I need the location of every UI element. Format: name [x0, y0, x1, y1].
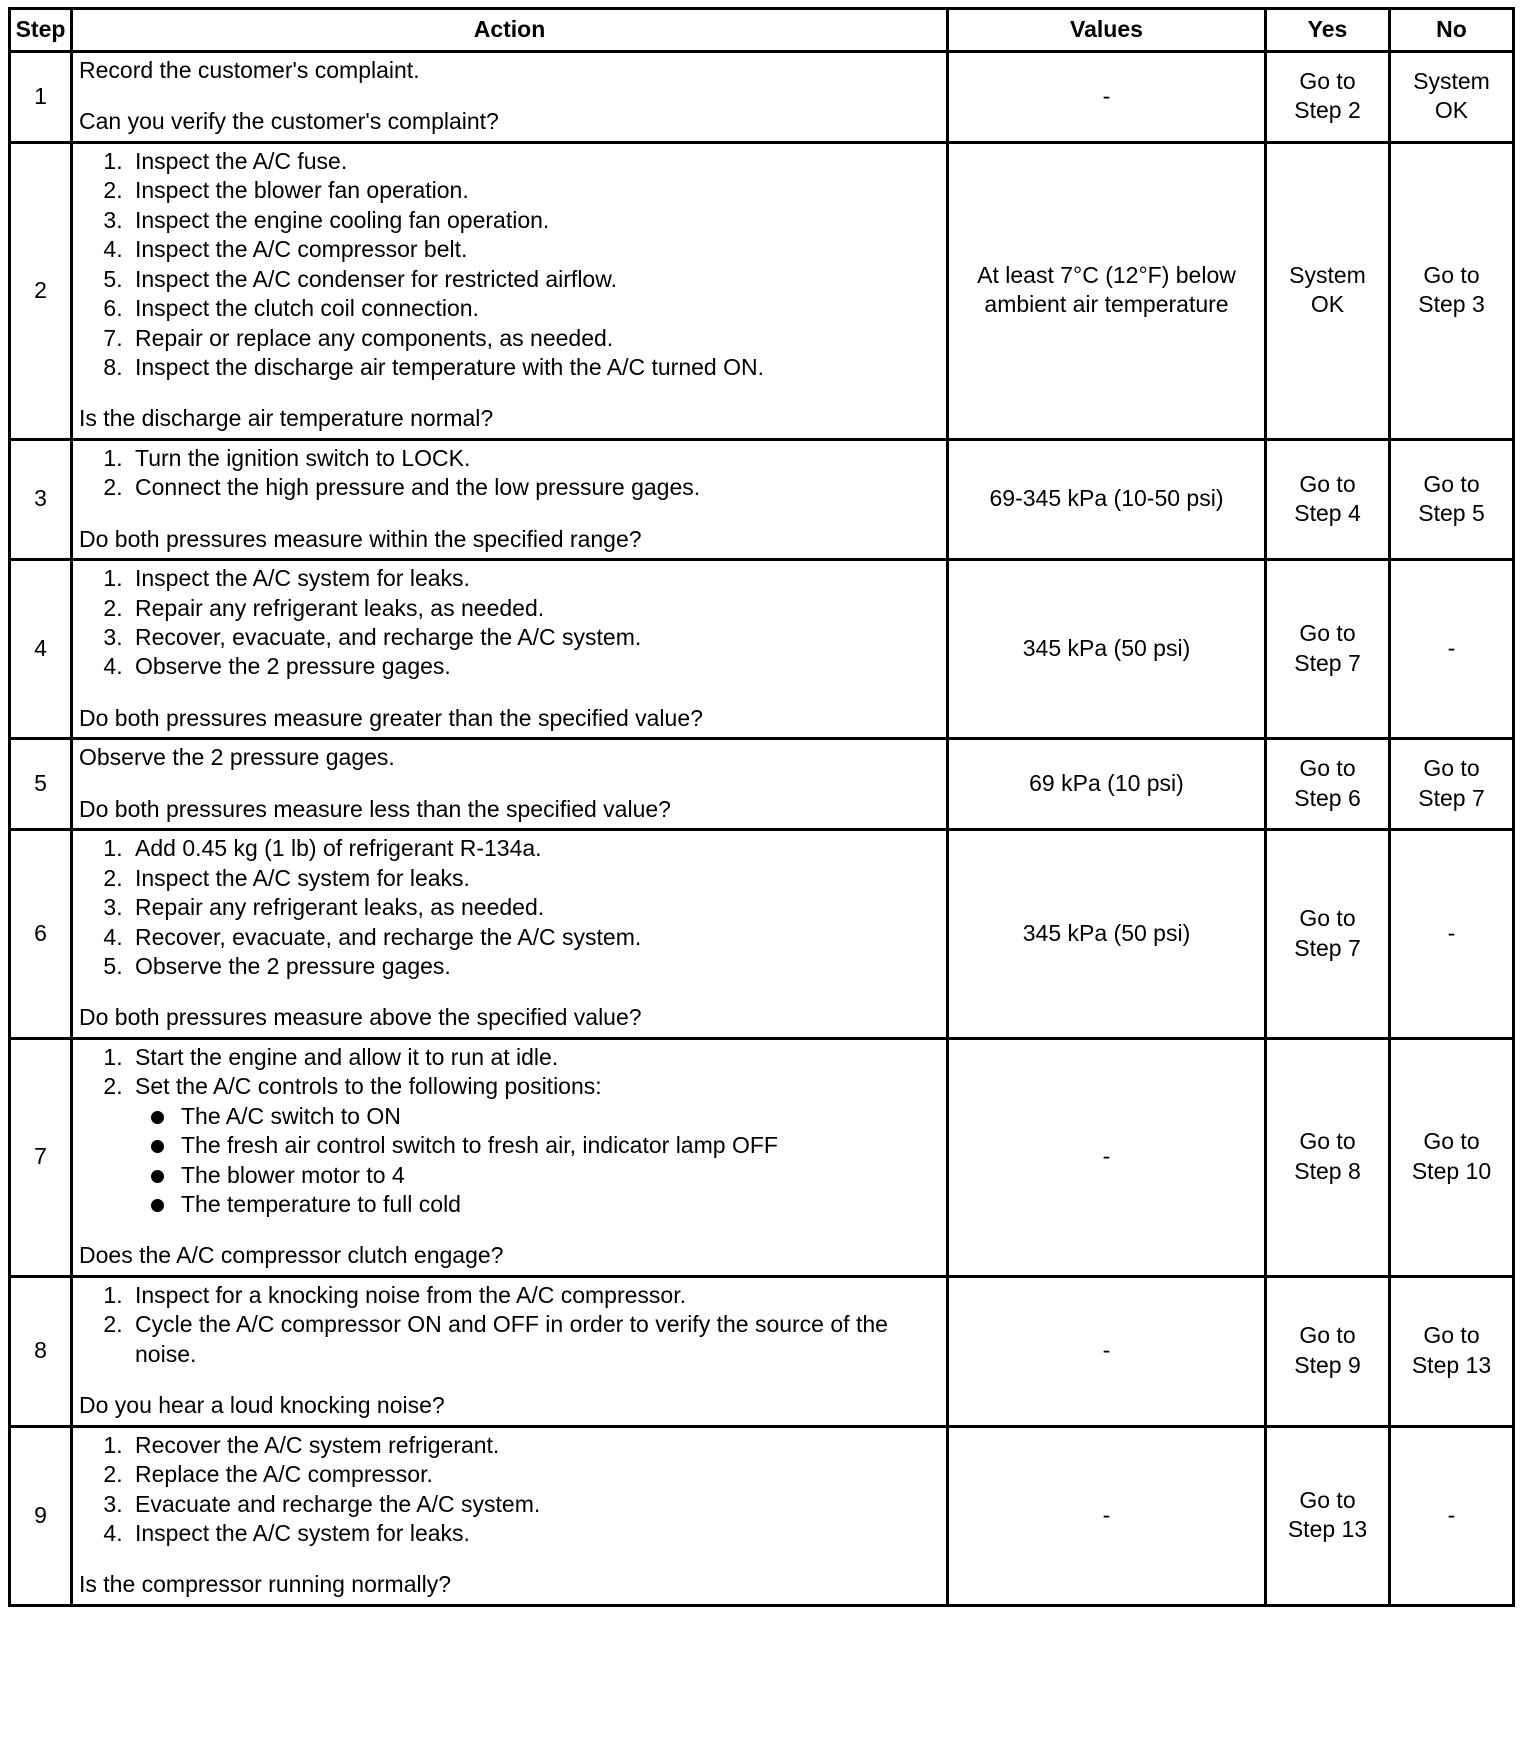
- action-cell: [72, 560, 948, 739]
- yes-line: Go to: [1299, 905, 1356, 932]
- step-number: 5: [10, 739, 72, 830]
- action-step: 4. Observe the 2 pressure gages.: [129, 652, 940, 681]
- control-position: The temperature to full cold: [181, 1190, 940, 1219]
- step-number: 6: [10, 830, 72, 1039]
- action-question: Is the discharge air temperature normal?: [79, 405, 494, 432]
- no-cell: -: [1390, 560, 1514, 739]
- header-action: Action: [72, 9, 948, 52]
- action-steps-list: [79, 1043, 940, 1220]
- action-step: 4. Inspect the A/C system for leaks.: [129, 1519, 940, 1548]
- action-step: 1. Start the engine and allow it to run at idle.: [129, 1043, 940, 1072]
- no-line: Go to: [1423, 470, 1480, 497]
- values-cell: 345 kPa (50 psi): [948, 560, 1266, 739]
- no-line: Go to: [1423, 755, 1480, 782]
- action-step: 3. Inspect the engine cooling fan operation.: [129, 206, 940, 235]
- step-number: 3: [10, 439, 72, 559]
- values-cell: -: [948, 1276, 1266, 1426]
- action-cell: [72, 52, 948, 143]
- action-question: Does the A/C compressor clutch engage?: [79, 1242, 504, 1269]
- value-line: At least 7°C (12°F) below: [977, 261, 1236, 288]
- control-position: The fresh air control switch to fresh air, indicator lamp OFF: [181, 1131, 940, 1160]
- action-cell: [72, 830, 948, 1039]
- action-step: 1. Inspect the A/C fuse.: [129, 147, 940, 176]
- action-step: 1. Inspect the A/C system for leaks.: [129, 564, 940, 593]
- yes-line: Step 8: [1294, 1157, 1361, 1184]
- action-cell: [72, 142, 948, 439]
- no-line: Go to: [1423, 1128, 1480, 1155]
- yes-line: Step 2: [1294, 97, 1361, 124]
- action-step: 5. Inspect the A/C condenser for restricted airflow.: [129, 265, 940, 294]
- no-cell: -: [1390, 830, 1514, 1039]
- no-cell: [1390, 739, 1514, 830]
- action-step: 3. Recover, evacuate, and recharge the A/C system.: [129, 623, 940, 652]
- action-step: 6. Inspect the clutch coil connection.: [129, 294, 940, 323]
- yes-cell: [1266, 739, 1390, 830]
- values-cell: 345 kPa (50 psi): [948, 830, 1266, 1039]
- action-steps-list: [79, 564, 940, 682]
- no-cell: -: [1390, 1426, 1514, 1605]
- action-question: Do both pressures measure within the specified range?: [79, 525, 642, 552]
- action-question: Do both pressures measure greater than the specified value?: [79, 704, 703, 731]
- no-line: OK: [1434, 97, 1469, 124]
- values-cell: -: [948, 1426, 1266, 1605]
- control-positions-list: [135, 1102, 940, 1220]
- yes-line: OK: [1310, 291, 1345, 318]
- table-row: [10, 739, 1514, 830]
- action-step: 4. Recover, evacuate, and recharge the A/C system.: [129, 923, 940, 952]
- table-row: [10, 1038, 1514, 1276]
- action-step: 5. Observe the 2 pressure gages.: [129, 952, 940, 981]
- yes-cell: [1266, 52, 1390, 143]
- action-step: 4. Inspect the A/C compressor belt.: [129, 235, 940, 264]
- action-step: 2. Set the A/C controls to the following positions: The A/C switch to ON The fresh air control switch to fresh air, indicator lamp OFF The blower motor to 4 The temperature to full cold: [129, 1072, 940, 1219]
- table-row: [10, 1426, 1514, 1605]
- action-cell: [72, 439, 948, 559]
- no-cell: [1390, 1038, 1514, 1276]
- action-question: Can you verify the customer's complaint?: [79, 108, 499, 135]
- diagnostic-table: [8, 7, 1515, 1607]
- header-row: [10, 9, 1514, 52]
- no-line: Step 10: [1411, 1157, 1492, 1184]
- yes-cell: [1266, 142, 1390, 439]
- header-step: Step: [10, 9, 72, 52]
- table-row: [10, 142, 1514, 439]
- yes-cell: [1266, 439, 1390, 559]
- yes-line: Go to: [1299, 620, 1356, 647]
- no-line: Step 3: [1418, 291, 1485, 318]
- no-line: System: [1413, 68, 1490, 94]
- no-line: Step 13: [1411, 1351, 1492, 1378]
- action-step: 1. Add 0.45 kg (1 lb) of refrigerant R-134a.: [129, 834, 940, 863]
- yes-line: Go to: [1299, 470, 1356, 497]
- yes-line: Step 7: [1294, 934, 1361, 961]
- yes-cell: [1266, 1276, 1390, 1426]
- action-cell: [72, 1276, 948, 1426]
- step-number: 1: [10, 52, 72, 143]
- step-number: 2: [10, 142, 72, 439]
- yes-line: Step 7: [1294, 649, 1361, 676]
- table-row: [10, 560, 1514, 739]
- action-step: 2. Cycle the A/C compressor ON and OFF in order to verify the source of the noise.: [129, 1310, 940, 1369]
- control-position: The A/C switch to ON: [181, 1102, 940, 1131]
- table-row: [10, 439, 1514, 559]
- action-step: 2. Connect the high pressure and the low pressure gages.: [129, 473, 940, 502]
- yes-line: System: [1289, 261, 1366, 288]
- action-steps-list: [79, 1281, 940, 1369]
- action-step: 1. Turn the ignition switch to LOCK.: [129, 444, 940, 473]
- action-step: 2. Replace the A/C compressor.: [129, 1460, 940, 1489]
- table-row: [10, 1276, 1514, 1426]
- header-no: No: [1390, 9, 1514, 52]
- header-values: Values: [948, 9, 1266, 52]
- no-cell: [1390, 439, 1514, 559]
- action-step: 2. Inspect the blower fan operation.: [129, 176, 940, 205]
- action-step: 1. Recover the A/C system refrigerant.: [129, 1431, 940, 1460]
- control-position: The blower motor to 4: [181, 1161, 940, 1190]
- yes-line: Step 4: [1294, 499, 1361, 526]
- values-cell: -: [948, 1038, 1266, 1276]
- action-step: 2. Inspect the A/C system for leaks.: [129, 864, 940, 893]
- values-cell: 69-345 kPa (10-50 psi): [948, 439, 1266, 559]
- action-question: Do both pressures measure less than the specified value?: [79, 795, 671, 822]
- values-cell: -: [948, 52, 1266, 143]
- yes-cell: [1266, 1038, 1390, 1276]
- step-number: 4: [10, 560, 72, 739]
- action-step: 1. Inspect for a knocking noise from the A/C compressor.: [129, 1281, 940, 1310]
- action-intro: Record the customer's complaint.: [79, 57, 420, 83]
- action-steps-list: [79, 834, 940, 981]
- yes-line: Step 9: [1294, 1351, 1361, 1378]
- action-step: 3. Repair any refrigerant leaks, as needed.: [129, 893, 940, 922]
- no-line: Step 7: [1418, 784, 1485, 811]
- yes-cell: [1266, 560, 1390, 739]
- values-cell: [948, 142, 1266, 439]
- values-cell: 69 kPa (10 psi): [948, 739, 1266, 830]
- action-cell: [72, 1426, 948, 1605]
- yes-line: Go to: [1299, 755, 1356, 782]
- diagnostic-table-wrapper: [8, 7, 1515, 1607]
- action-intro: Observe the 2 pressure gages.: [79, 744, 395, 771]
- action-step: 3. Evacuate and recharge the A/C system.: [129, 1490, 940, 1519]
- action-steps-list: [79, 1431, 940, 1549]
- no-cell: [1390, 1276, 1514, 1426]
- no-cell: [1390, 142, 1514, 439]
- action-cell: [72, 1038, 948, 1276]
- no-line: Go to: [1423, 1322, 1480, 1349]
- action-question: Do both pressures measure above the specified value?: [79, 1004, 642, 1031]
- action-step: 8. Inspect the discharge air temperature with the A/C turned ON.: [129, 353, 940, 382]
- header-yes: Yes: [1266, 9, 1390, 52]
- yes-line: Go to: [1299, 1486, 1356, 1513]
- action-step: 7. Repair or replace any components, as needed.: [129, 324, 940, 353]
- action-step: 2. Repair any refrigerant leaks, as needed.: [129, 594, 940, 623]
- yes-line: Go to: [1299, 1128, 1356, 1155]
- no-line: Step 5: [1418, 499, 1485, 526]
- yes-cell: [1266, 1426, 1390, 1605]
- action-question: Do you hear a loud knocking noise?: [79, 1392, 445, 1419]
- action-question: Is the compressor running normally?: [79, 1571, 451, 1598]
- table-body: [10, 52, 1514, 1606]
- table-row: [10, 52, 1514, 143]
- step-number: 8: [10, 1276, 72, 1426]
- yes-line: Go to: [1299, 68, 1356, 94]
- yes-line: Step 6: [1294, 784, 1361, 811]
- no-cell: [1390, 52, 1514, 143]
- step-number: 7: [10, 1038, 72, 1276]
- value-line: ambient air temperature: [984, 291, 1229, 318]
- no-line: Go to: [1423, 261, 1480, 288]
- yes-cell: [1266, 830, 1390, 1039]
- action-steps-list: [79, 444, 940, 503]
- yes-line: Go to: [1299, 1322, 1356, 1349]
- yes-line: Step 13: [1287, 1516, 1368, 1543]
- table-row: [10, 830, 1514, 1039]
- action-cell: [72, 739, 948, 830]
- step-number: 9: [10, 1426, 72, 1605]
- action-steps-list: [79, 147, 940, 383]
